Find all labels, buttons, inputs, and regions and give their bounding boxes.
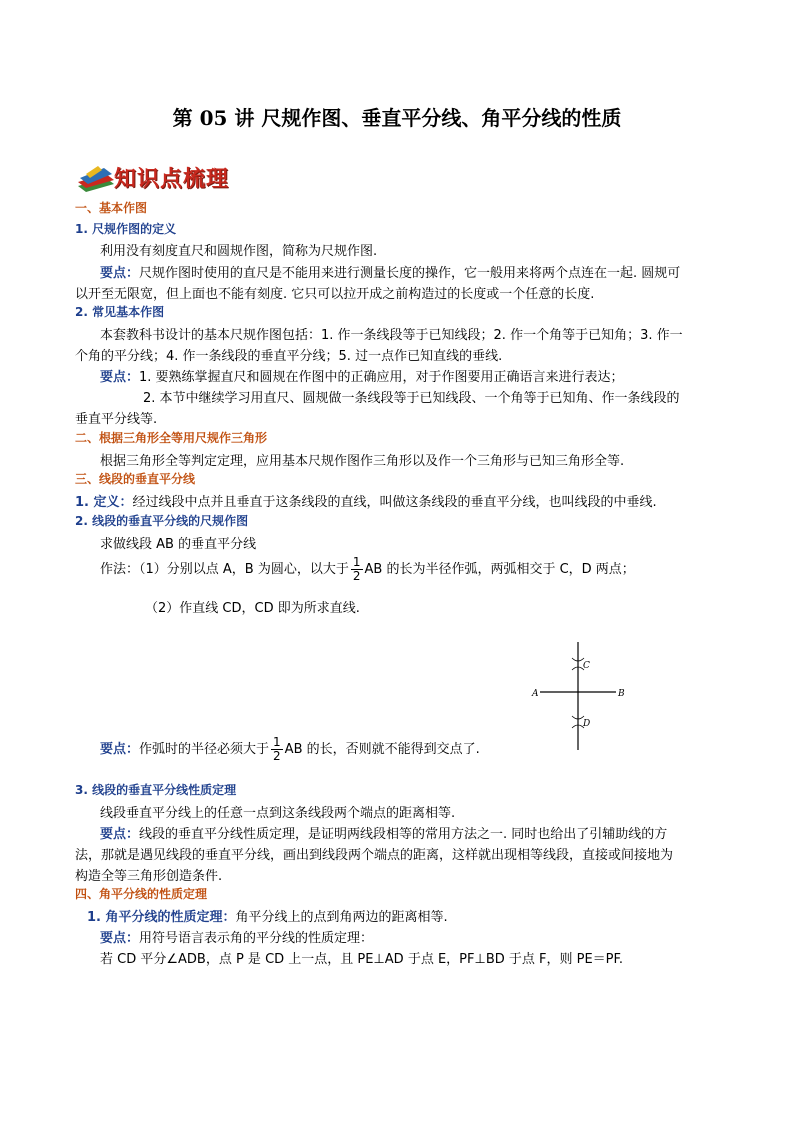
text: AB 的长，否则就不能得到交点了. xyxy=(284,742,480,757)
paragraph xyxy=(75,491,657,510)
label-b: B xyxy=(618,689,625,699)
paragraph: 以开至无限宽，但上面也不能有刻度. 它只可以拉开成之前构造过的长度或一个任意的长度. xyxy=(75,287,595,302)
paragraph: 根据三角形全等判定定理，应用基本尺规作图作三角形以及作一个三角形与已知三角形全等. xyxy=(100,454,625,469)
banner-title: 知识点梳理 xyxy=(114,167,230,192)
paragraph xyxy=(100,927,373,946)
section-3-sub2: 2. 线段的垂直平分线的尺规作图 xyxy=(75,514,249,528)
text: 线段的垂直平分线性质定理，是证明两线段相等的常用方法之一. 同时也给出了引辅助线的方 xyxy=(139,827,668,842)
paragraph: 法，那就是遇见线段的垂直平分线，画出到线段两个端点的距离，这样就出现相等线段，直接或间接地为 xyxy=(75,848,674,863)
section-2-heading: 二、根据三角形全等用尺规作三角形 xyxy=(75,431,268,445)
paragraph: 求做线段 AB 的垂直平分线 xyxy=(100,537,257,552)
text: 作弧时的半径必须大于 xyxy=(139,742,270,757)
text: 角平分线上的点到角两边的距离相等. xyxy=(235,910,448,925)
key-label: 要点： xyxy=(100,742,140,757)
paragraph: 线段垂直平分线上的任意一点到这条线段两个端点的距离相等. xyxy=(100,806,456,821)
key-label: 要点： xyxy=(100,370,140,385)
section-4-heading: 四、角平分线的性质定理 xyxy=(75,887,208,901)
paragraph xyxy=(100,262,680,281)
paragraph: 本套教科书设计的基本尺规作图包括：1. 作一条线段等于已知线段；2. 作一个角等于已知角；3. 作一 xyxy=(100,328,683,343)
paragraph: 构造全等三角形创造条件. xyxy=(75,869,223,884)
paragraph xyxy=(100,823,667,842)
text: 用符号语言表示角的平分线的性质定理： xyxy=(139,931,374,946)
section-1-sub1: 1. 尺规作图的定义 xyxy=(75,222,177,236)
theorem-label: 1. 角平分线的性质定理： xyxy=(87,910,236,925)
def-label: 1. 定义： xyxy=(75,495,133,510)
text: 尺规作图时使用的直尺是不能用来进行测量长度的操作，它一般用来将两个点连在一起. 圆规可 xyxy=(139,266,681,281)
key-label: 要点： xyxy=(100,266,140,281)
paragraph: 若 CD 平分∠ADB，点 P 是 CD 上一点，且 PE⊥AD 于点 E，PF⊥BD 于点 F，则 PE＝PF. xyxy=(100,952,624,967)
section-1-sub2: 2. 常见基本作图 xyxy=(75,305,165,319)
paragraph xyxy=(100,732,480,768)
section-banner xyxy=(76,160,246,194)
text: 1. 要熟练掌握直尺和圆规在作图中的正确应用，对于作图要用正确语言来进行表达； xyxy=(139,370,624,385)
section-3-heading: 三、线段的垂直平分线 xyxy=(75,472,196,486)
books-icon xyxy=(76,164,116,194)
method-label: 作法： xyxy=(100,562,140,577)
paragraph: （2）作直线 CD，CD 即为所求直线. xyxy=(145,601,360,616)
paragraph xyxy=(87,906,448,925)
label-c: C xyxy=(583,661,590,671)
label-d: D xyxy=(583,719,591,729)
paragraph: 利用没有刻度直尺和圆规作图，简称为尺规作图. xyxy=(100,244,378,259)
text: （1）分别以点 A，B 为圆心，以大于 xyxy=(139,562,349,577)
label-a: A xyxy=(532,689,539,699)
text: 经过线段中点并且垂直于这条线段的直线，叫做这条线段的垂直平分线，也叫线段的中垂线. xyxy=(132,495,657,510)
key-label: 要点： xyxy=(100,931,140,946)
key-label: 要点： xyxy=(100,827,140,842)
paragraph: 垂直平分线等. xyxy=(75,412,158,427)
paragraph xyxy=(100,366,624,385)
fraction: $\frac{1}{2}$ xyxy=(352,555,361,583)
section-3-sub3: 3. 线段的垂直平分线性质定理 xyxy=(75,783,237,797)
paragraph: 2. 本节中继续学习用直尺、圆规做一条线段等于已知线段、一个角等于已知角、作一条线段的 xyxy=(143,391,680,406)
perpendicular-bisector-diagram xyxy=(530,640,630,752)
paragraph: 个角的平分线；4. 作一条线段的垂直平分线；5. 过一点作已知直线的垂线. xyxy=(75,349,503,364)
fraction: $\frac{1}{2}$ xyxy=(273,735,281,763)
text: AB 的长为半径作弧，两弧相交于 C，D 两点； xyxy=(364,562,635,577)
paragraph xyxy=(100,552,635,588)
section-1-heading: 一、基本作图 xyxy=(75,201,148,215)
page-title: 第 05 讲 尺规作图、垂直平分线、角平分线的性质 xyxy=(172,106,622,130)
